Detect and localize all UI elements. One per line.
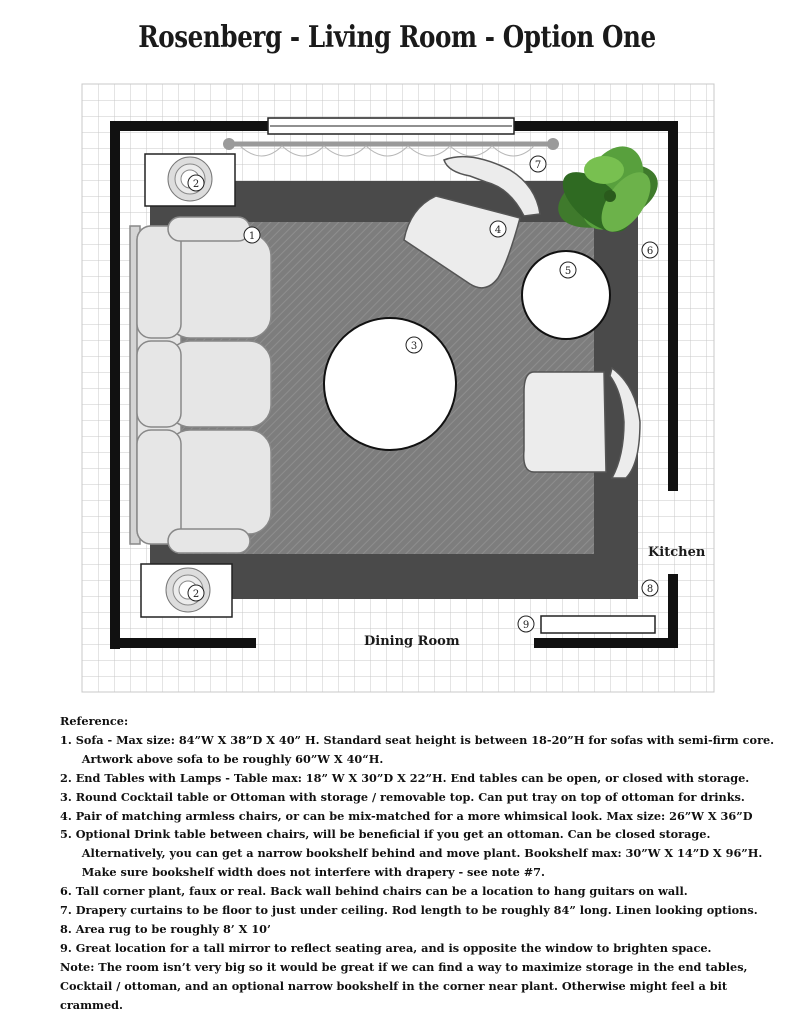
reference-note: crammed. [60, 997, 123, 1012]
marker-9 [518, 616, 534, 632]
marker-6 [642, 242, 658, 258]
svg-text:4: 4 [494, 225, 502, 236]
window [268, 118, 514, 134]
marker-5 [560, 262, 576, 278]
reference-note: Note: The room isn’t very big so it would be great if we can find a way to maximize storage in the end tables, [60, 959, 748, 974]
marker-2-bottom [188, 585, 204, 601]
svg-text:3: 3 [410, 341, 418, 352]
marker-8 [642, 580, 658, 596]
reference-heading: Reference: [60, 714, 129, 728]
cocktail-table [324, 318, 456, 450]
mirror [541, 616, 655, 633]
wall-bottom-right [534, 638, 678, 648]
wall-top-left [110, 121, 268, 131]
wall-left [110, 121, 120, 649]
dining-room-label: Dining Room [364, 634, 460, 649]
marker-4 [490, 221, 506, 237]
svg-text:6: 6 [646, 246, 654, 257]
reference-note: Cocktail / ottoman, and an optional narrow bookshelf in the corner near plant. Otherwise might feel a bit [60, 978, 728, 993]
reference-item: Make sure bookshelf width does not interfere with drapery - see note #7. [81, 865, 545, 880]
reference-item: 7. Drapery curtains to be floor to just under ceiling. Rod length to be roughly 84” long. Linen looking options. [60, 903, 758, 918]
svg-text:8: 8 [646, 584, 654, 595]
svg-text:9: 9 [522, 620, 530, 631]
wall-right-upper [668, 121, 678, 491]
wall-right-lower [668, 574, 678, 648]
kitchen-label: Kitchen [648, 545, 706, 560]
reference-item: 6. Tall corner plant, faux or real. Back wall behind chairs can be a location to hang guitars on wall. [60, 884, 688, 899]
reference-item: 9. Great location for a tall mirror to reflect seating area, and is opposite the window to brighten space. [60, 940, 712, 955]
svg-text:2: 2 [192, 589, 200, 600]
sofa [130, 217, 271, 553]
svg-text:2: 2 [192, 179, 200, 190]
reference-item: 2. End Tables with Lamps - Table max: 18” W X 30”D X 22”H. End tables can be open, or closed with storage. [60, 770, 750, 785]
marker-3 [406, 337, 422, 353]
reference-item: 4. Pair of matching armless chairs, or can be mix-matched for a more whimsical look. Max size: 26”W X 36”D [60, 808, 753, 823]
marker-7 [530, 156, 546, 172]
svg-text:7: 7 [534, 160, 542, 171]
reference-item: 1. Sofa - Max size: 84”W X 38”D X 40” H. Standard seat height is between 18-20”H for sofas with semi-firm core. [60, 732, 775, 747]
reference-item: 5. Optional Drink table between chairs, will be beneficial if you get an ottoman. Can be closed storage. [60, 827, 711, 842]
wall-top-right [514, 121, 678, 131]
reference-item: 3. Round Cocktail table or Ottoman with storage / removable top. Can put tray on top of ottoman for drinks. [60, 789, 745, 804]
marker-2-top [188, 175, 204, 191]
reference-item: 8. Area rug to be roughly 8’ X 10’ [60, 921, 271, 936]
svg-text:5: 5 [564, 266, 572, 277]
end-table-bottom [141, 564, 232, 617]
page-title: Rosenberg - Living Room - Option One [138, 20, 656, 55]
wall-bottom-left [110, 638, 256, 648]
svg-text:1: 1 [248, 231, 256, 242]
reference-item: Artwork above sofa to be roughly 60”W X 40“H. [81, 751, 384, 766]
marker-1 [244, 227, 260, 243]
reference-item: Alternatively, you can get a narrow bookshelf behind and move plant. Bookshelf max: 30”W X 14”D X 96”H. [81, 846, 763, 861]
reference-notes [60, 712, 775, 1015]
